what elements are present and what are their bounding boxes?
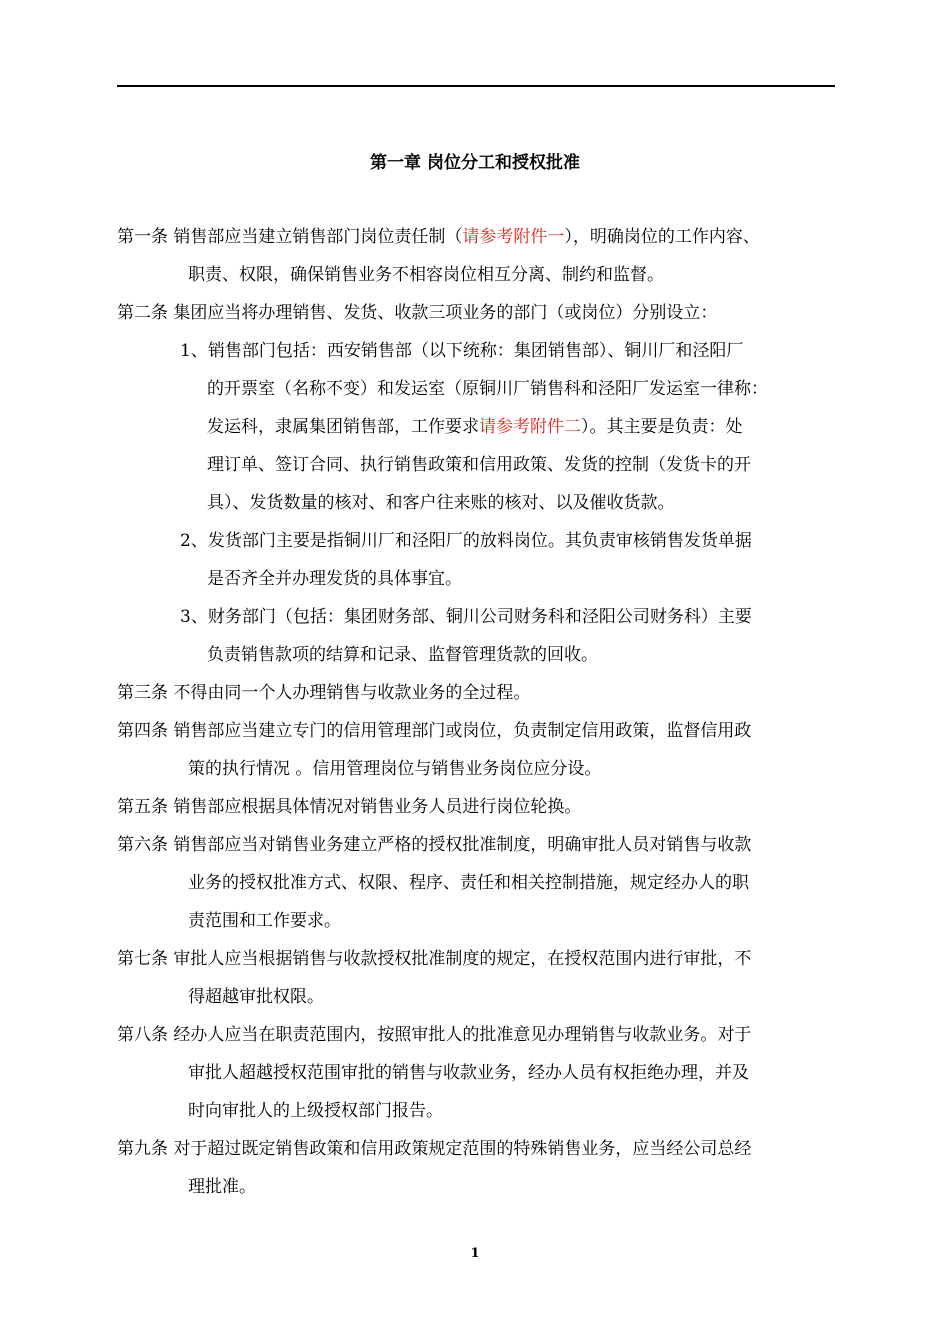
article-6-line-2: 业务的授权批准方式、权限、程序、责任和相关控制措施，规定经办人的职 bbox=[188, 873, 749, 893]
article-2-line-1: 第二条 集团应当将办理销售、发货、收款三项业务的部门（或岗位）分别设立： bbox=[117, 303, 718, 323]
header-rule bbox=[117, 85, 835, 87]
article-1-line-1 bbox=[117, 224, 760, 250]
article-8-line-2: 审批人超越授权范围审批的销售与收款业务，经办人员有权拒绝办理，并及 bbox=[188, 1063, 749, 1083]
article-9-line-2: 理批准。 bbox=[188, 1177, 256, 1197]
article-2-item-1-line-3 bbox=[207, 414, 743, 440]
article-8-line-3: 时向审批人的上级授权部门报告。 bbox=[188, 1101, 443, 1121]
article-7-line-2: 得超越审批权限。 bbox=[188, 987, 324, 1007]
article-2-item-3-line-1: 3、财务部门（包括：集团财务部、铜川公司财务科和泾阳公司财务科）主要 bbox=[180, 607, 752, 627]
article-1-text: 第一条 销售部应当建立销售部门岗位责任制（ bbox=[117, 227, 463, 247]
article-4-line-2: 策的执行情况 。信用管理岗位与销售业务岗位应分设。 bbox=[188, 759, 602, 779]
article-2-item-1-line-4: 理订单、签订合同、执行销售政策和信用政策、发货的控制（发货卡的开 bbox=[207, 455, 751, 475]
appendix-1-reference: 请参考附件一 bbox=[462, 227, 565, 247]
item-1-text: 发运科，隶属集团销售部，工作要求 bbox=[207, 417, 479, 437]
article-2-item-2-line-2: 是否齐全并办理发货的具体事宜。 bbox=[207, 569, 462, 589]
item-1-text-cont: ）。其主要是负责：处 bbox=[581, 417, 743, 437]
article-6-line-3: 责范围和工作要求。 bbox=[188, 911, 341, 931]
article-2-item-1-line-5: 具）、发货数量的核对、和客户往来账的核对、以及催收货款。 bbox=[207, 493, 675, 513]
page-number: 1 bbox=[470, 1246, 480, 1261]
appendix-2-reference: 请参考附件二 bbox=[479, 417, 581, 437]
article-2-item-3-line-2: 负责销售款项的结算和记录、监督管理货款的回收。 bbox=[207, 645, 598, 665]
chapter-title: 第一章 岗位分工和授权批准 bbox=[370, 153, 580, 173]
article-1-line-2: 职责、权限，确保销售业务不相容岗位相互分离、制约和监督。 bbox=[188, 265, 664, 285]
article-4-line-1: 第四条 销售部应当建立专门的信用管理部门或岗位，负责制定信用政策，监督信用政 bbox=[117, 721, 752, 741]
article-2-item-1-line-2: 的开票室（名称不变）和发运室（原铜川厂销售科和泾阳厂发运室一律称： bbox=[207, 379, 768, 399]
article-7-line-1: 第七条 审批人应当根据销售与收款授权批准制度的规定，在授权范围内进行审批，不 bbox=[117, 949, 752, 969]
article-6-line-1: 第六条 销售部应当对销售业务建立严格的授权批准制度，明确审批人员对销售与收款 bbox=[117, 835, 752, 855]
article-2-item-2-line-1: 2、发货部门主要是指铜川厂和泾阳厂的放料岗位。其负责审核销售发货单据 bbox=[180, 531, 752, 551]
article-3-line-1: 第三条 不得由同一个人办理销售与收款业务的全过程。 bbox=[117, 683, 531, 703]
article-1-text-cont: ），明确岗位的工作内容、 bbox=[564, 227, 760, 247]
article-2-item-1-line-1: 1、销售部门包括：西安销售部（以下统称：集团销售部）、铜川厂和泾阳厂 bbox=[180, 341, 744, 361]
article-5-line-1: 第五条 销售部应根据具体情况对销售业务人员进行岗位轮换。 bbox=[117, 797, 582, 817]
article-8-line-1: 第八条 经办人应当在职责范围内，按照审批人的批准意见办理销售与收款业务。对于 bbox=[117, 1025, 752, 1045]
article-9-line-1: 第九条 对于超过既定销售政策和信用政策规定范围的特殊销售业务，应当经公司总经 bbox=[117, 1139, 752, 1159]
